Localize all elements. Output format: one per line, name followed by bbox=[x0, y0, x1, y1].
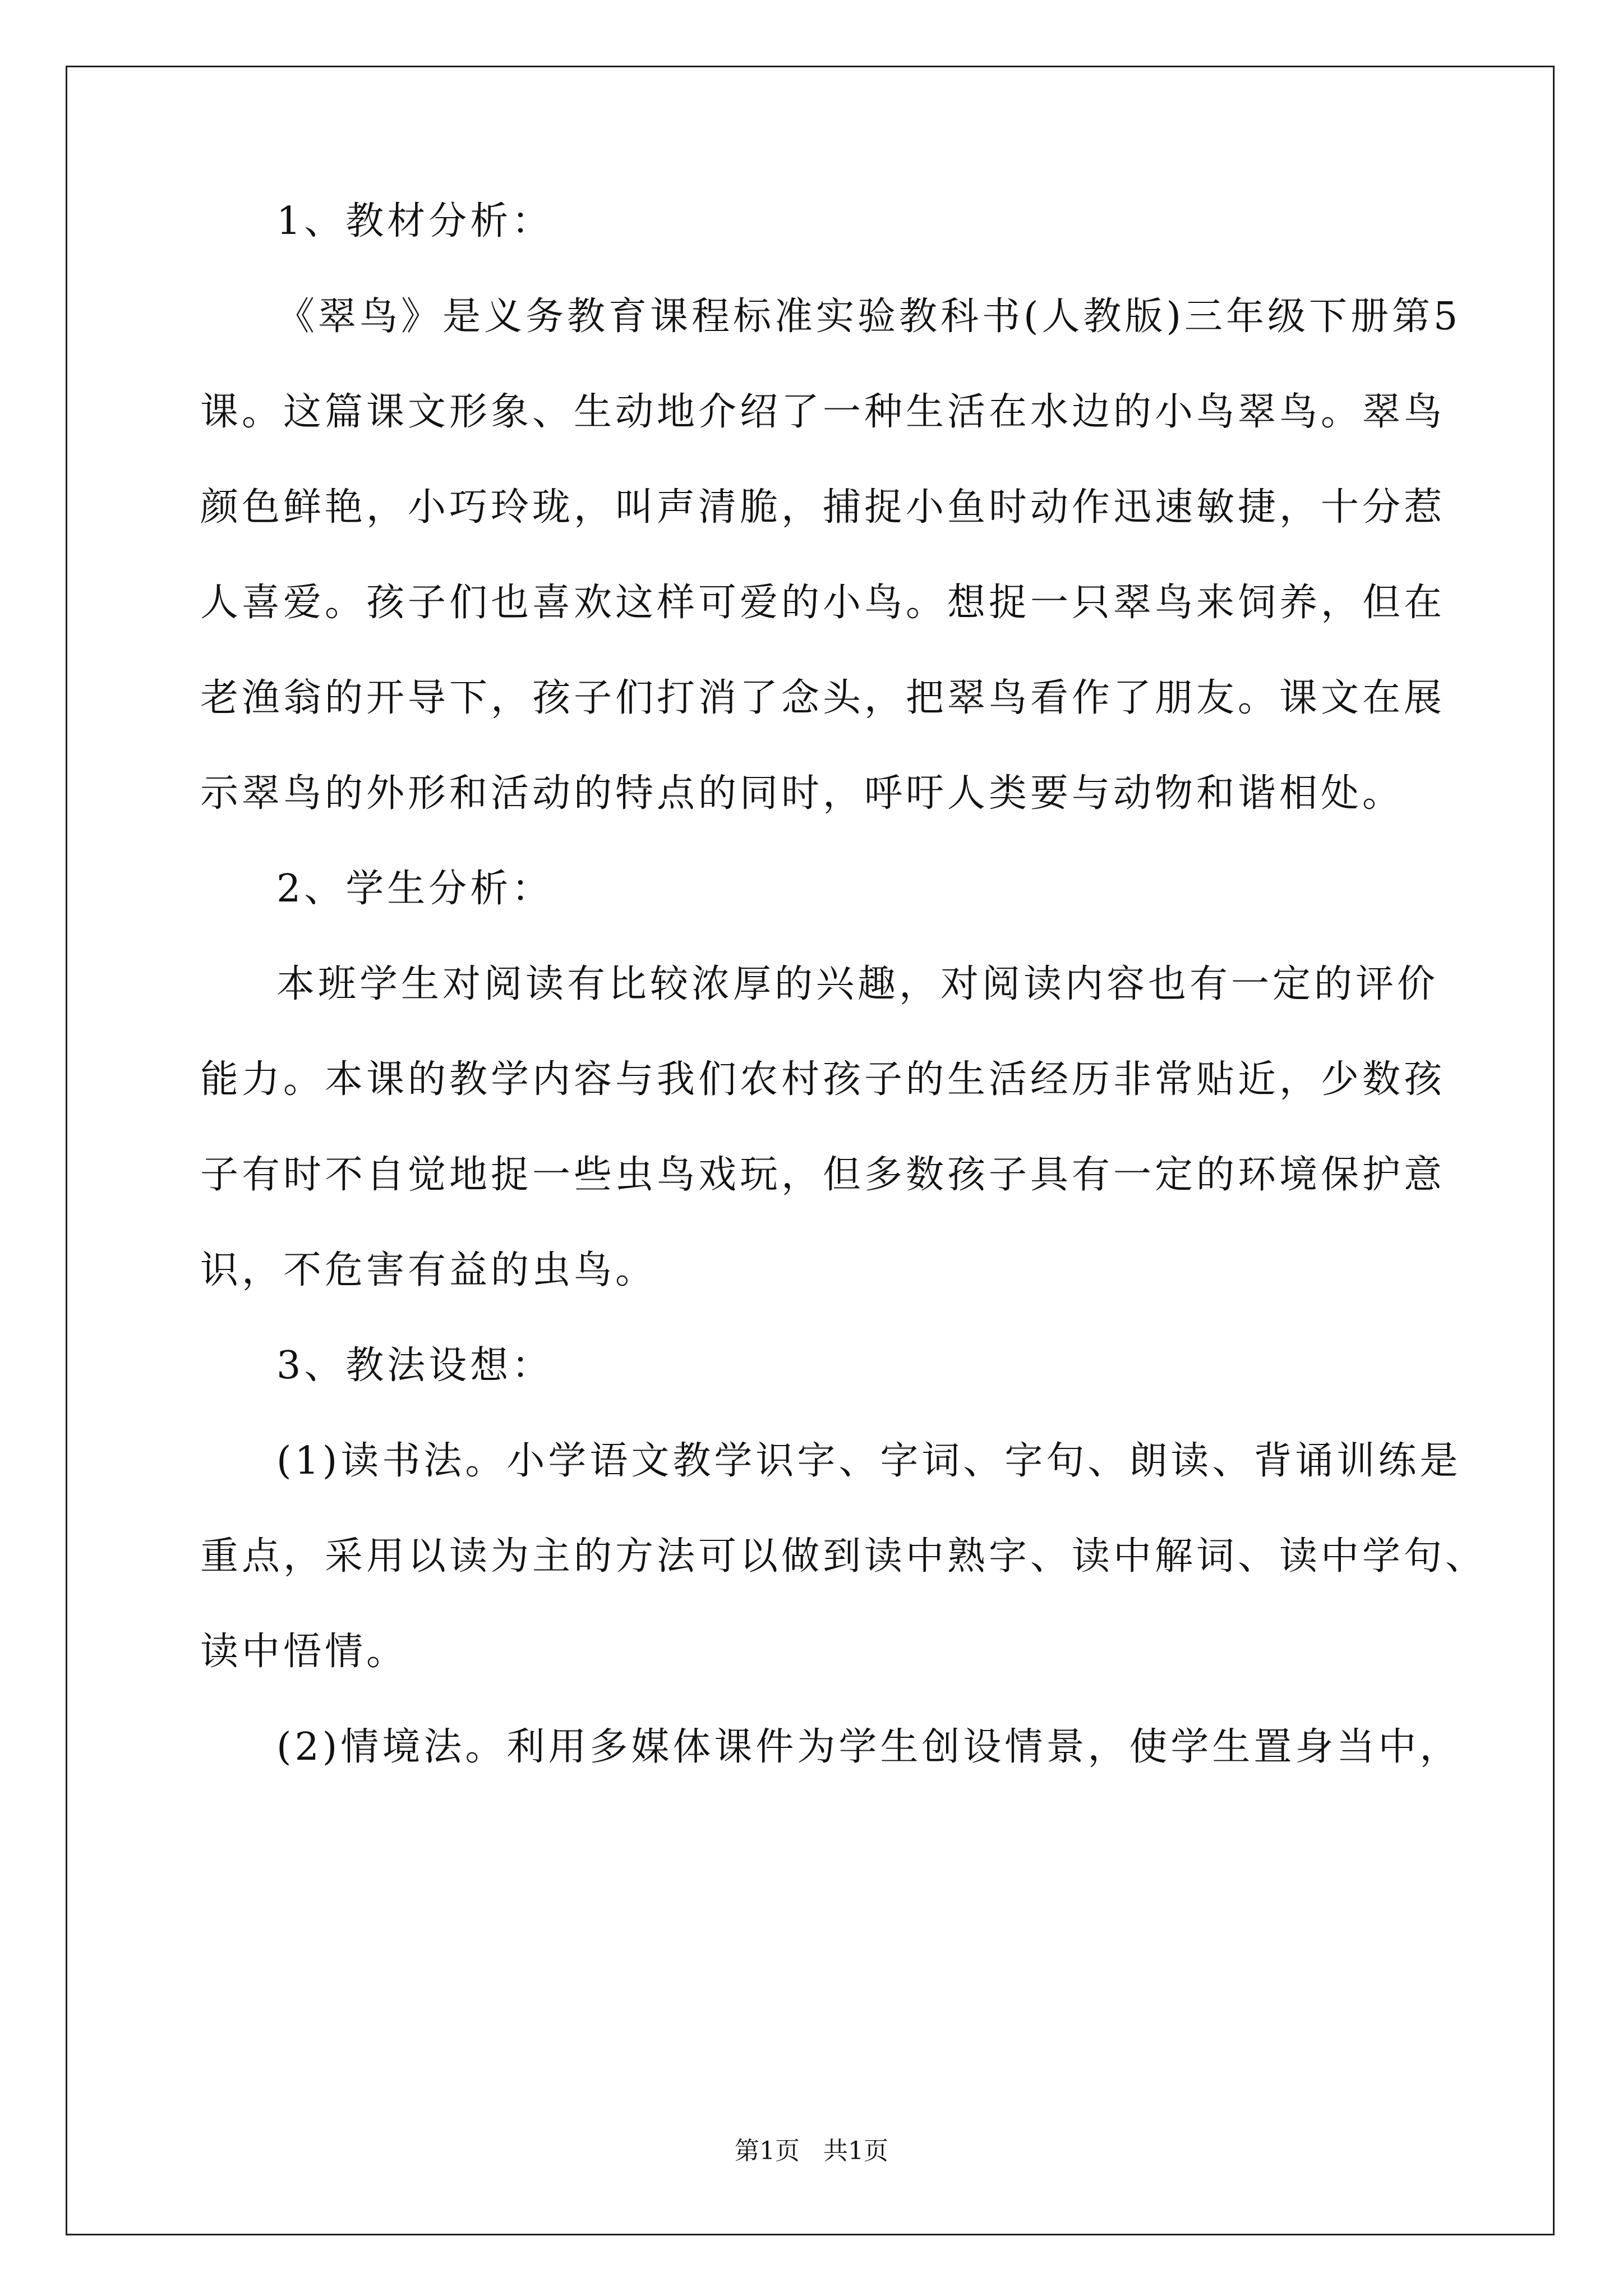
page-total: 共1页 bbox=[823, 2137, 888, 2165]
text-line: 识，不危害有益的虫鸟。 bbox=[200, 1248, 657, 1292]
text-line: 1、教材分析： bbox=[276, 199, 554, 243]
text-line: 读中悟情。 bbox=[200, 1630, 408, 1674]
text-line: (1)读书法。小学语文教学识字、字词、字句、朗读、背诵训练是 bbox=[276, 1439, 1461, 1483]
page-footer bbox=[0, 2134, 1623, 2168]
text-line: 能力。本课的教学内容与我们农村孩子的生活经历非常贴近，少数孩 bbox=[200, 1057, 1446, 1102]
page-number: 第1页 bbox=[735, 2137, 800, 2165]
section-heading: 3、教法设想： bbox=[276, 1343, 554, 1388]
text-line: 颜色鲜艳，小巧玲珑，叫声清脆，捕捉小鱼时动作迅速敏捷，十分惹 bbox=[200, 485, 1446, 530]
text-line: 子有时不自觉地捉一些虫鸟戏玩，但多数孩子具有一定的环境保护意 bbox=[200, 1153, 1446, 1197]
text-line: 课。这篇课文形象、生动地介绍了一种生活在水边的小鸟翠鸟。翠鸟 bbox=[200, 390, 1446, 434]
text-line: 老渔翁的开导下，孩子们打消了念头，把翠鸟看作了朋友。课文在展 bbox=[200, 676, 1446, 720]
section-heading: 2、学生分析： bbox=[276, 867, 554, 911]
text-line: (2)情境法。利用多媒体课件为学生创设情景，使学生置身当中， bbox=[276, 1725, 1461, 1769]
text-line: 《翠鸟》是义务教育课程标准实验教科书(人教版)三年级下册第5 bbox=[276, 295, 1461, 339]
text-line: 人喜爱。孩子们也喜欢这样可爱的小鸟。想捉一只翠鸟来饲养，但在 bbox=[200, 581, 1446, 625]
text-line: 重点，采用以读为主的方法可以做到读中熟字、读中解词、读中学句、 bbox=[200, 1534, 1487, 1579]
text-line: 本班学生对阅读有比较浓厚的兴趣，对阅读内容也有一定的评价 bbox=[276, 962, 1439, 1006]
text-line: 示翠鸟的外形和活动的特点的同时，呼吁人类要与动物和谐相处。 bbox=[200, 771, 1404, 816]
